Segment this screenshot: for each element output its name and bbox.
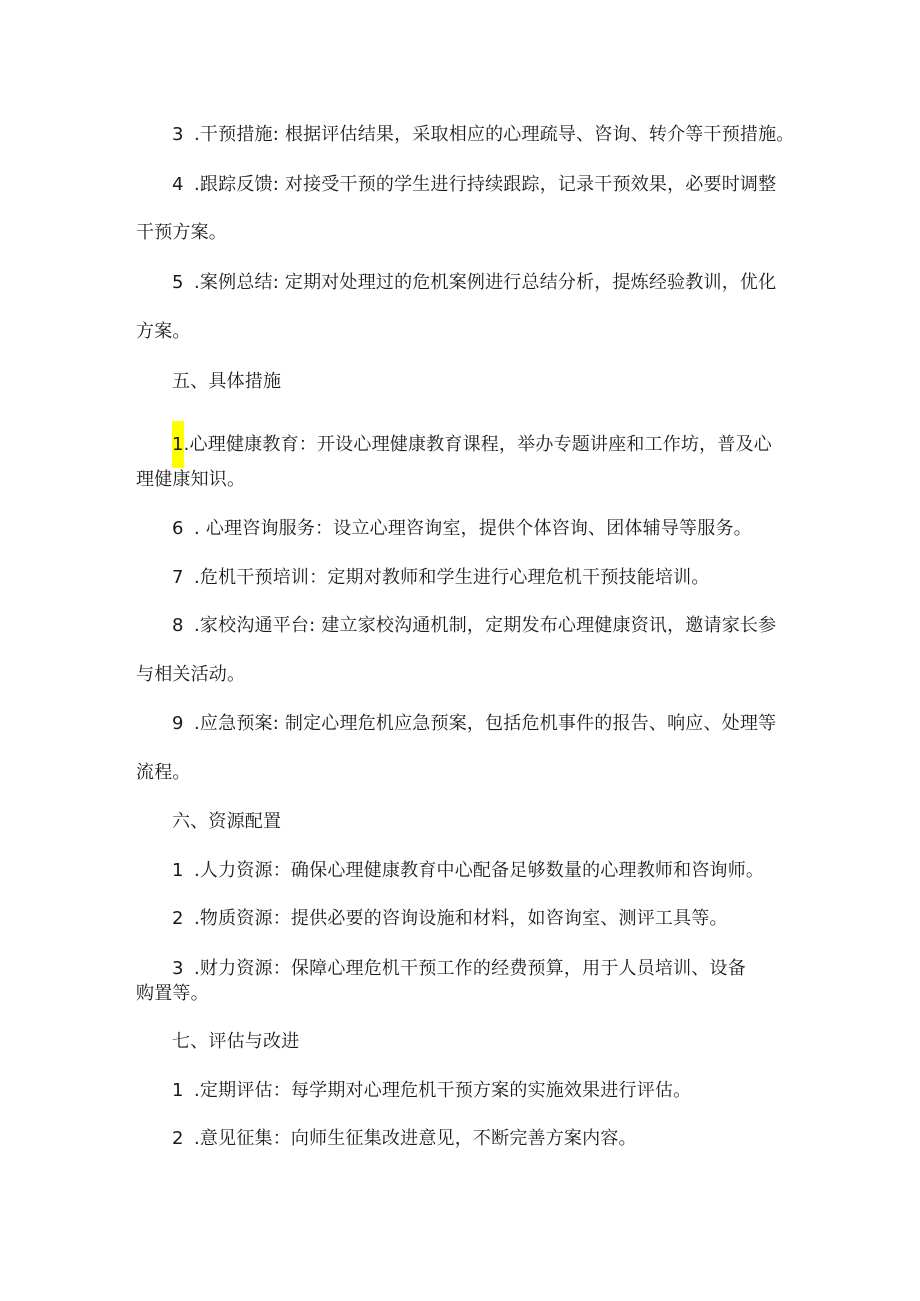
- item-number: 6: [172, 518, 184, 539]
- list-item: [172, 1128, 832, 1150]
- item-continuation: 购置等。: [136, 983, 209, 1004]
- list-item: [172, 421, 832, 468]
- list-item: [172, 958, 832, 980]
- item-number: 5: [172, 272, 184, 293]
- item-text: .危机干预培训：定期对教师和学生进行心理危机干预技能培训。: [194, 567, 710, 588]
- item-continuation: 方案。: [136, 321, 191, 342]
- item-text: .意见征集：向师生征集改进意见，不断完善方案内容。: [194, 1128, 637, 1149]
- item-number: 3: [172, 958, 184, 979]
- item-continuation: 流程。: [136, 762, 191, 783]
- list-item: [172, 860, 832, 882]
- list-item: [172, 272, 832, 294]
- item-number: 7: [172, 567, 184, 588]
- list-item: [172, 908, 832, 930]
- item-text: .应急预案: 制定心理危机应急预案，包括危机事件的报告、响应、处理等: [194, 713, 777, 734]
- item-text: . 心理咨询服务：设立心理咨询室，提供个体咨询、团体辅导等服务。: [194, 518, 752, 539]
- list-item: [172, 174, 832, 196]
- item-text: .定期评估：每学期对心理危机干预方案的实施效果进行评估。: [194, 1080, 692, 1101]
- section-heading: 七、评估与改进: [172, 1031, 300, 1052]
- item-number: 3: [172, 124, 184, 145]
- list-item: [172, 124, 832, 146]
- section-heading: 六、资源配置: [172, 811, 282, 832]
- item-text: .物质资源：提供必要的咨询设施和材料，如咨询室、测评工具等。: [194, 908, 728, 929]
- item-continuation: 理健康知识。: [136, 469, 246, 490]
- item-text: .跟踪反馈: 对接受干预的学生进行持续跟踪，记录干预效果，必要时调整: [194, 174, 777, 195]
- list-item: [172, 567, 832, 589]
- list-item: [172, 1080, 832, 1102]
- section-heading: 五、具体措施: [172, 371, 282, 392]
- item-number: 2: [172, 1128, 184, 1149]
- item-text: .家校沟通平台: 建立家校沟通机制，定期发布心理健康资讯，邀请家长参: [194, 615, 777, 636]
- item-text: .财力资源：保障心理危机干预工作的经费预算，用于人员培训、设备: [194, 958, 746, 979]
- item-text: .案例总结: 定期对处理过的危机案例进行总结分析，提炼经验教训，优化: [194, 272, 777, 293]
- item-number: 2: [172, 908, 184, 929]
- item-continuation: 与相关活动。: [136, 664, 246, 685]
- list-item: [172, 518, 832, 540]
- item-text: .心理健康教育：开设心理健康教育课程，举办专题讲座和工作坊，普及心: [183, 434, 772, 455]
- list-item: [172, 713, 832, 735]
- item-number: 9: [172, 713, 184, 734]
- item-continuation: 干预方案。: [136, 222, 227, 243]
- item-number: 4: [172, 174, 184, 195]
- item-number: 8: [172, 615, 184, 636]
- highlighted-number: 1: [172, 421, 184, 468]
- item-number: 1: [172, 860, 184, 881]
- item-text: .干预措施: 根据评估结果，采取相应的心理疏导、咨询、转介等干预措施。: [194, 124, 795, 145]
- item-number: 1: [172, 1080, 184, 1101]
- list-item: [172, 615, 832, 637]
- item-text: .人力资源：确保心理健康教育中心配备足够数量的心理教师和咨询师。: [194, 860, 765, 881]
